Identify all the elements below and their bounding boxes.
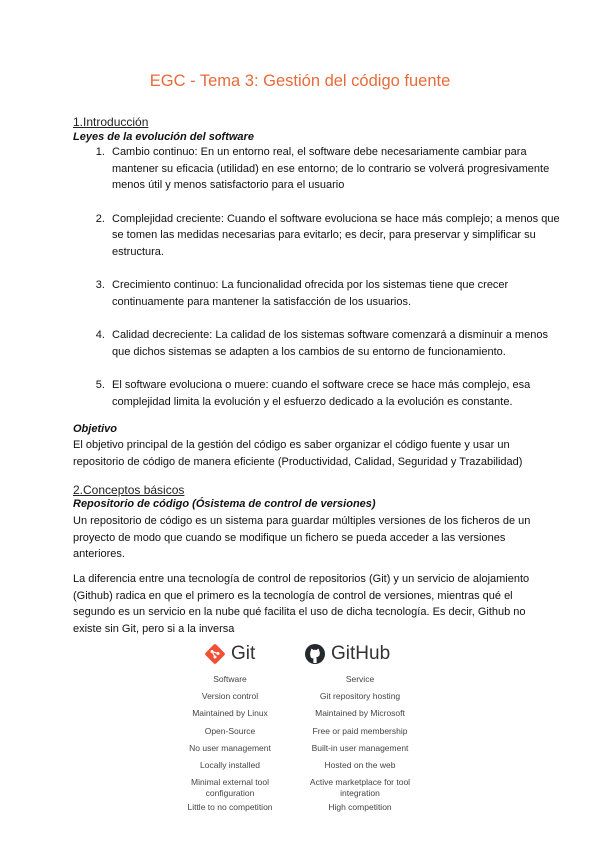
- list-item: 5. El software evoluciona o muere: cuando el software crece se hace más complejo, esa complejidad limita la evolución y el esfuerzo dedicado a la evolución es constante.: [108, 377, 568, 410]
- github-feature: Hosted on the web: [324, 759, 396, 770]
- github-feature: Free or paid membership: [312, 725, 408, 736]
- git-icon: [204, 643, 226, 665]
- section-heading-conceptos: 2.Conceptos básicos: [73, 483, 185, 497]
- github-feature: Maintained by Microsoft: [315, 708, 405, 719]
- git-feature: Open-Source: [204, 725, 256, 736]
- laws-subtitle: Leyes de la evolución del software: [73, 131, 254, 143]
- git-feature: Maintained by Linux: [192, 708, 268, 719]
- git-feature: Software: [213, 674, 247, 684]
- git-vs-github-figure: [170, 640, 430, 830]
- repository-paragraph: Un repositorio de código es un sistema para guardar múltiples versiones de los ficheros de un proyecto de modo que cuando se modifique un fichero se pueda acceder a las versiones anteriores.: [73, 515, 531, 560]
- git-features-column: [170, 674, 290, 819]
- github-feature: Git repository hosting: [319, 691, 401, 702]
- list-item: 3. Crecimiento continuo: La funcionalidad ofrecida por los sistemas tiene que crecer continuamente para mantener la satisfacción de los usuarios.: [108, 277, 568, 310]
- git-feature: Version control: [201, 691, 259, 702]
- git-feature: No user management: [189, 742, 271, 753]
- git-logo: [204, 640, 255, 668]
- git-feature: Locally installed: [199, 759, 260, 770]
- github-features-column: [290, 674, 430, 819]
- github-feature: Built-in user management: [311, 742, 409, 753]
- objective-text: El objetivo principal de la gestión del código es saber organizar el código fuente y usar un repositorio de código de manera eficiente (Productividad, Calidad, Seguridad y Trazabilidad): [73, 439, 523, 468]
- list-item: 2. Complejidad creciente: Cuando el software evoluciona se hace más complejo; a menos que se tomen las medidas necesarias para evitarlo; es decir, para preservar y simplificar su estructura.: [108, 211, 568, 261]
- list-item: 4. Calidad decreciente: La calidad de los sistemas software comenzará a disminuir a menos que dichos sistemas se adapten a los cambios de su entorno de funcionamiento.: [108, 327, 568, 360]
- github-feature: Active marketplace for tool integration: [309, 777, 411, 799]
- list-item: 1. Cambio continuo: En un entorno real, el software debe necesariamente cambiar para mantener su eficacia (utilidad) en ese entorno; de lo contrario se volverá progresivamente menos útil y menos satisfactorio para el usuario: [108, 144, 568, 194]
- github-label: GitHub: [331, 643, 391, 664]
- laws-list: [73, 144, 568, 427]
- git-feature: Minimal external tool configuration: [191, 777, 269, 799]
- section-heading-introduccion: 1.Introducción: [73, 115, 149, 129]
- github-octocat-icon: [304, 643, 326, 665]
- objective-title: Objetivo: [73, 423, 118, 435]
- repository-subtitle: Repositorio de código (Ósistema de control de versiones): [73, 498, 376, 510]
- github-feature: Service: [345, 674, 375, 684]
- github-logo: [304, 640, 390, 668]
- github-feature: High competition: [328, 802, 392, 813]
- git-vs-github-paragraph: La diferencia entre una tecnología de control de repositorios (Git) y un servicio de alojamiento (Github) radica en que el primero es la tecnología de control de versiones, mientras qué el segundo es un servicio en la nube qué facilita el uso de dicha tecnología. Es decir, Github no existe sin Git, pero si a la inversa: [73, 573, 530, 635]
- git-label: Git: [231, 643, 256, 664]
- git-feature: Little to no competition: [187, 802, 273, 813]
- page-title: EGC - Tema 3: Gestión del código fuente: [149, 72, 451, 90]
